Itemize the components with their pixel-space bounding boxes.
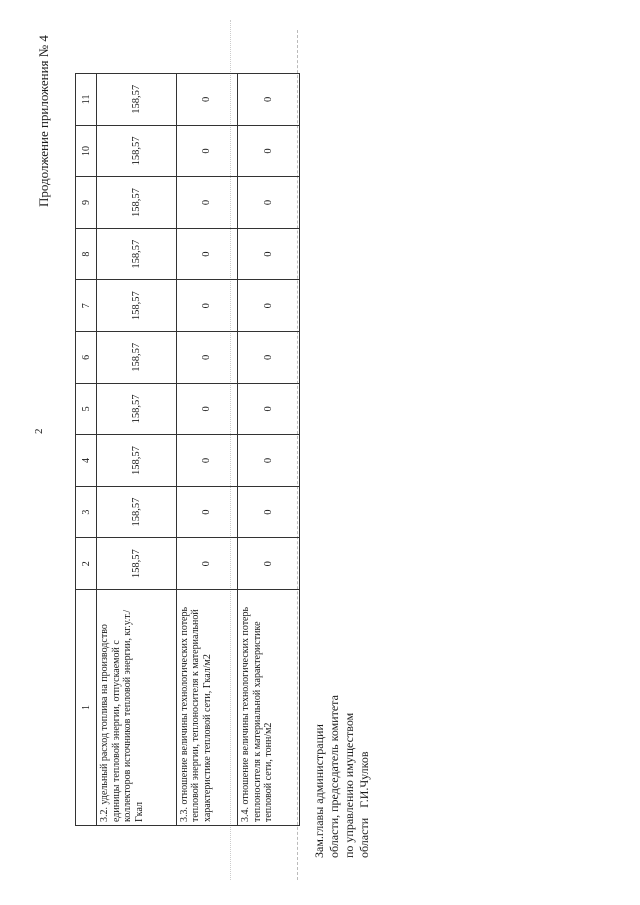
table-cell: 158,57 [97, 125, 177, 177]
row-label: 3.2. удельный расход топлива на производство единицы тепловой энергии, отпускаемой с коллекторов источников тепловой энергии, кг.у.т./Гкал [97, 590, 177, 826]
table-cell: 0 [238, 332, 300, 384]
column-header: 7 [76, 280, 97, 332]
table-cell: 158,57 [97, 74, 177, 126]
table-cell: 158,57 [97, 435, 177, 487]
table-row [97, 74, 177, 826]
table-row [176, 74, 238, 826]
signature-block [312, 695, 372, 858]
table-cell: 0 [238, 435, 300, 487]
continuation-heading: Продолжение приложения № 4 [36, 35, 51, 207]
table-cell: 0 [238, 125, 300, 177]
column-header: 5 [76, 383, 97, 435]
row-label: 3.3. отношение величины технологических потерь тепловой энергии, теплоносителя к материальной характеристике тепловой сети, Гкал/м2 [176, 590, 238, 826]
signature-line: области, председатель комитета [327, 695, 341, 858]
table-cell: 0 [176, 228, 238, 280]
table-cell: 158,57 [97, 538, 177, 590]
table-cell: 0 [238, 538, 300, 590]
table-cell: 0 [176, 177, 238, 229]
table-cell: 0 [176, 332, 238, 384]
signature-line-with-name [357, 695, 372, 858]
table-cell: 0 [176, 383, 238, 435]
column-header: 11 [76, 74, 97, 126]
column-header: 10 [76, 125, 97, 177]
table-cell: 0 [238, 177, 300, 229]
table-cell: 0 [176, 538, 238, 590]
table-cell: 158,57 [97, 332, 177, 384]
column-header: 8 [76, 228, 97, 280]
table-cell: 158,57 [97, 228, 177, 280]
indicators-table [75, 73, 300, 826]
table-cell: 158,57 [97, 486, 177, 538]
table-cell: 0 [238, 228, 300, 280]
table-cell: 0 [176, 435, 238, 487]
table-cell: 0 [238, 280, 300, 332]
signature-line: области [357, 817, 371, 858]
row-label: 3.4. отношение величины технологических потерь теплоносителя к материальной характеристике тепловой сети, тонн/м2 [238, 590, 300, 826]
table-cell: 0 [176, 74, 238, 126]
signature-line: Зам.главы администрации [312, 724, 326, 858]
table-cell: 0 [238, 486, 300, 538]
table-header-row [76, 74, 97, 826]
table-cell: 0 [176, 280, 238, 332]
column-header: 6 [76, 332, 97, 384]
column-header: 2 [76, 538, 97, 590]
table-cell: 0 [176, 125, 238, 177]
page-number: 2 [33, 428, 45, 434]
signature-line: по управлению имуществом [342, 712, 356, 858]
indicators-table-wrapper [75, 74, 300, 826]
column-header: 1 [76, 590, 97, 826]
table-cell: 158,57 [97, 383, 177, 435]
table-cell: 0 [176, 486, 238, 538]
column-header: 9 [76, 177, 97, 229]
column-header: 4 [76, 435, 97, 487]
table-cell: 0 [238, 383, 300, 435]
table-cell: 0 [238, 74, 300, 126]
column-header: 3 [76, 486, 97, 538]
table-cell: 158,57 [97, 177, 177, 229]
signatory-name: Г.И.Чулков [357, 751, 371, 808]
table-cell: 158,57 [97, 280, 177, 332]
table-row [238, 74, 300, 826]
